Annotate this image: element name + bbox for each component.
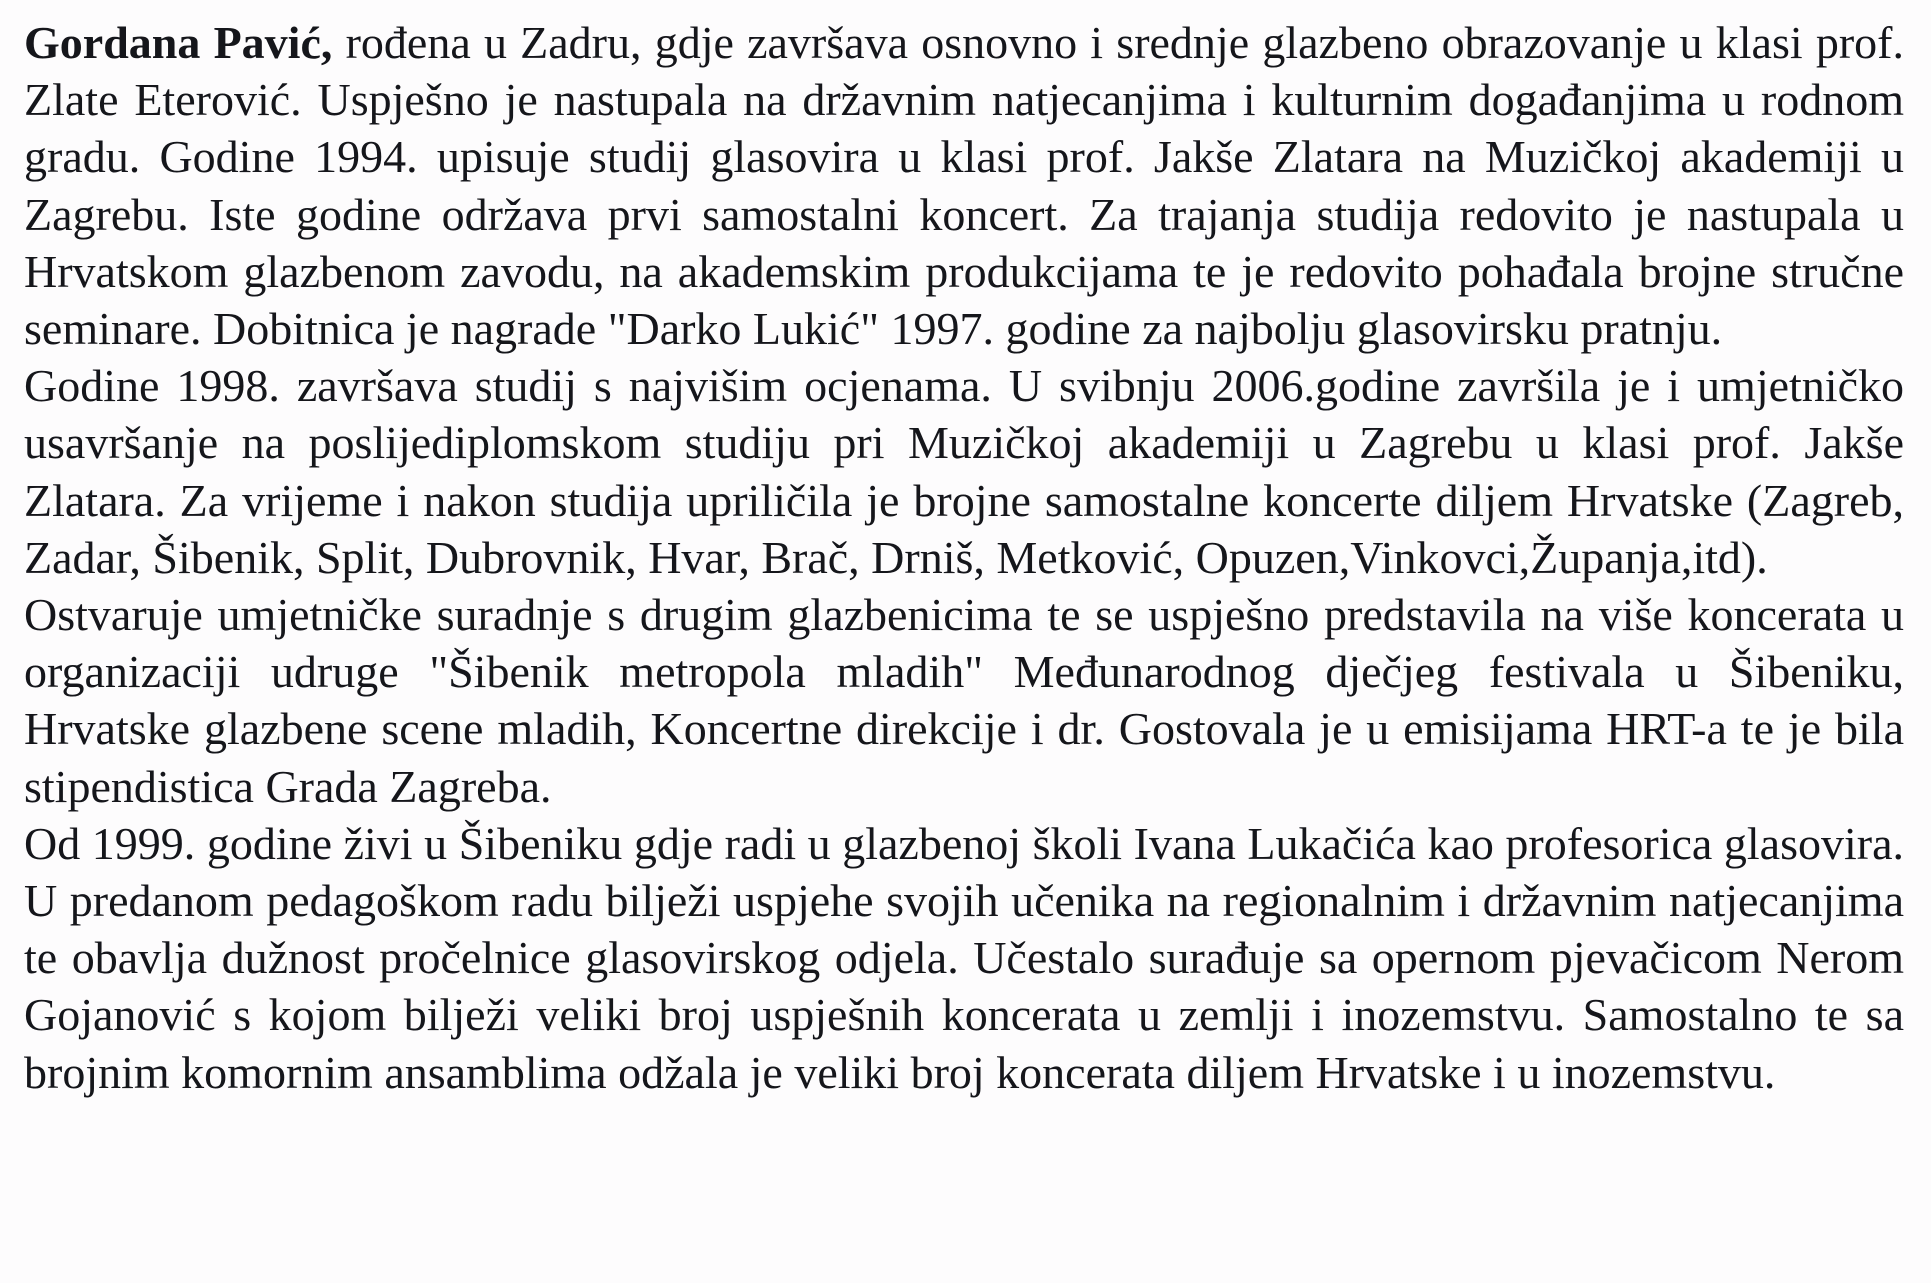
paragraph-2: Godine 1998. završava studij s najvišim ocjenama. U svibnju 2006.godine završila je i umjetničko usavršanje na poslijediplomskom studiju pri Muzičkoj akademiji u Zagrebu u klasi prof. Jakše Zlatara. Za vrijeme i nakon studija upriličila je brojne samostalne koncerte diljem Hrvatske (Zagreb, Zadar, Šibenik, Split, Dubrovnik, Hvar, Brač, Drniš, Metković, Opuzen,Vinkovci,Županja,itd). [24, 360, 1904, 583]
paragraph-1-text: rođena u Zadru, gdje završava osnovno i srednje glazbeno obrazovanje u klasi prof. Zlate Eterović. Uspješno je nastupala na državnim natjecanjima i kulturnim događanjima u rodnom gradu. Godine 1994. upisuje studij glasovira u klasi prof. Jakše Zlatara na Muzičkoj akademiji u Zagrebu. Iste godine održava prvi samostalni koncert. Za trajanja studija redovito je nastupala u Hrvatskom glazbenom zavodu, na akademskim produkcijama te je redovito pohađala brojne stručne seminare. Dobitnica je nagrade "Darko Lukić" 1997. godine za najbolju glasovirsku pratnju. [24, 17, 1904, 355]
paragraph-4: Od 1999. godine živi u Šibeniku gdje radi u glazbenoj školi Ivana Lukačića kao profesorica glasovira. U predanom pedagoškom radu bilježi uspjehe svojih učenika na regionalnim i državnim natjecanjima te obavlja dužnost pročelnice glasovirskog odjela. Učestalo surađuje sa opernom pjevačicom Nerom Gojanović s kojom bilježi veliki broj uspješnih koncerata u zemlji i inozemstvu. Samostalno te sa brojnim komornim ansamblima odžala je veliki broj koncerata diljem Hrvatske i u inozemstvu. [24, 817, 1904, 1098]
paragraph-1 [24, 14, 1904, 357]
person-name: Gordana Pavić, [24, 17, 333, 68]
paragraph-3: Ostvaruje umjetničke suradnje s drugim glazbenicima te se uspješno predstavila na više koncerata u organizaciji udruge "Šibenik metropola mladih" Međunarodnog dječjeg festivala u Šibeniku, Hrvatske glazbene scene mladih, Koncertne direkcije i dr. Gostovala je u emisijama HRT-a te je bila stipendistica Grada Zagreba. [24, 589, 1904, 812]
biography-text [24, 14, 1904, 1101]
